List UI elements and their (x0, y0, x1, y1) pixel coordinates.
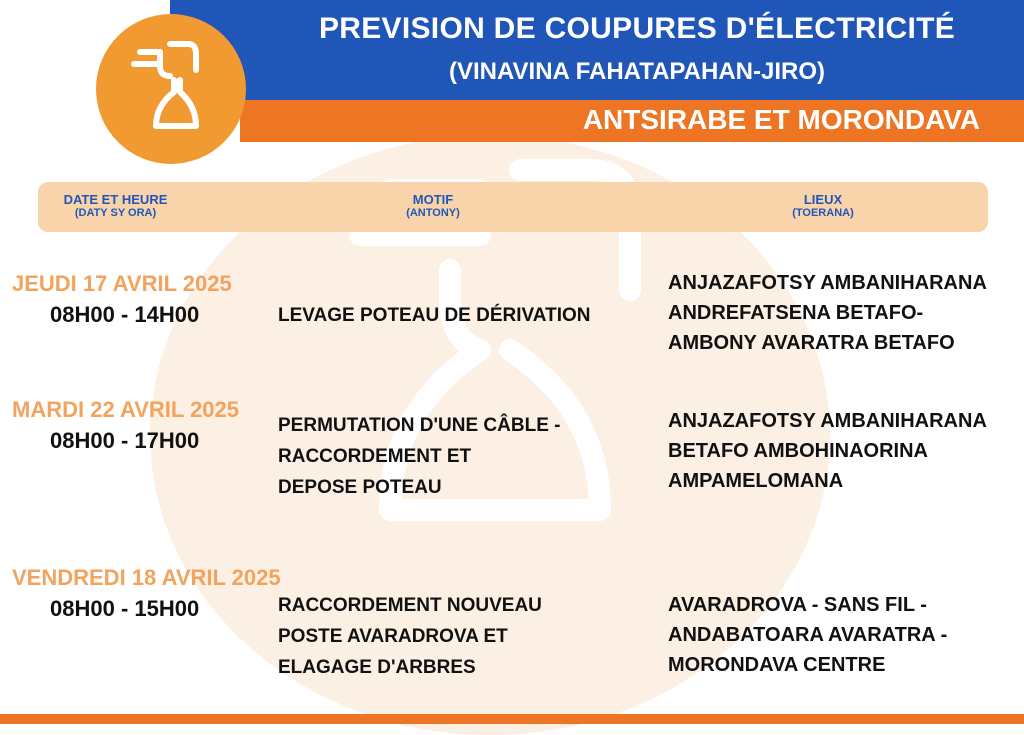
entry-place-line: AMPAMELOMANA (668, 470, 844, 492)
table-header (38, 182, 988, 232)
entry-place-line: ANJAZAFOTSY AMBANIHARANA (668, 410, 987, 432)
entry-places (668, 268, 987, 358)
column-header-places-label: LIEUX (803, 192, 843, 207)
logo (96, 14, 246, 164)
entry-reason-line: POSTE AVARADROVA ET (278, 626, 508, 647)
entry-time: 08H00 - 14H00 (50, 302, 200, 327)
entry-reason-line: RACCORDEMENT ET (278, 446, 472, 467)
entry-reason-line: DEPOSE POTEAU (278, 477, 442, 498)
entry-reason-line: PERMUTATION D'UNE CÂBLE - (278, 415, 561, 436)
column-header-reason-label: MOTIF (412, 192, 454, 207)
entry-day: MARDI 22 AVRIL 2025 (12, 397, 240, 422)
column-header-date-sub: (DATY SY ORA) (74, 207, 157, 219)
entry-place-line: AMBONY AVARATRA BETAFO (668, 332, 955, 354)
column-header-reason (358, 192, 508, 220)
water-tap-icon (96, 14, 246, 164)
entry-reason (278, 410, 560, 503)
column-header-reason-sub: (ANTONY) (406, 207, 460, 219)
entry-place-line: BETAFO AMBOHINAORINA (668, 440, 928, 462)
entry-place-line: MORONDAVA CENTRE (668, 654, 886, 676)
footer-orange-band (0, 714, 1024, 724)
column-header-date (38, 192, 193, 220)
page-title: PREVISION DE COUPURES D'ÉLECTRICITÉ (318, 12, 956, 45)
entry-places (668, 590, 947, 680)
column-header-places (748, 192, 898, 220)
entry-reason-line: ELAGAGE D'ARBRES (278, 657, 476, 678)
entry-reason-line: LEVAGE POTEAU DE DÉRIVATION (278, 305, 591, 326)
entry-day: JEUDI 17 AVRIL 2025 (12, 271, 232, 296)
column-header-places-sub: (TOERANA) (792, 207, 854, 219)
entry-place-line: ANDREFATSENA BETAFO- (668, 302, 924, 324)
entry-reason (278, 300, 590, 331)
entry-places (668, 406, 987, 496)
entry-reason-line: RACCORDEMENT NOUVEAU (278, 595, 542, 616)
entry-place-line: ANDABATOARA AVARATRA - (668, 624, 948, 646)
entry-day: VENDREDI 18 AVRIL 2025 (12, 565, 281, 590)
region-label: ANTSIRABE ET MORONDAVA (582, 104, 980, 135)
entry-time: 08H00 - 15H00 (50, 596, 200, 621)
entry-place-line: ANJAZAFOTSY AMBANIHARANA (668, 272, 987, 294)
entry-time: 08H00 - 17H00 (50, 428, 200, 453)
column-header-date-label: DATE ET HEURE (63, 192, 168, 207)
page-subtitle: (VINAVINA FAHATAPAHAN-JIRO) (449, 58, 825, 85)
entry-reason (278, 590, 542, 683)
entry-place-line: AVARADROVA - SANS FIL - (668, 594, 927, 616)
